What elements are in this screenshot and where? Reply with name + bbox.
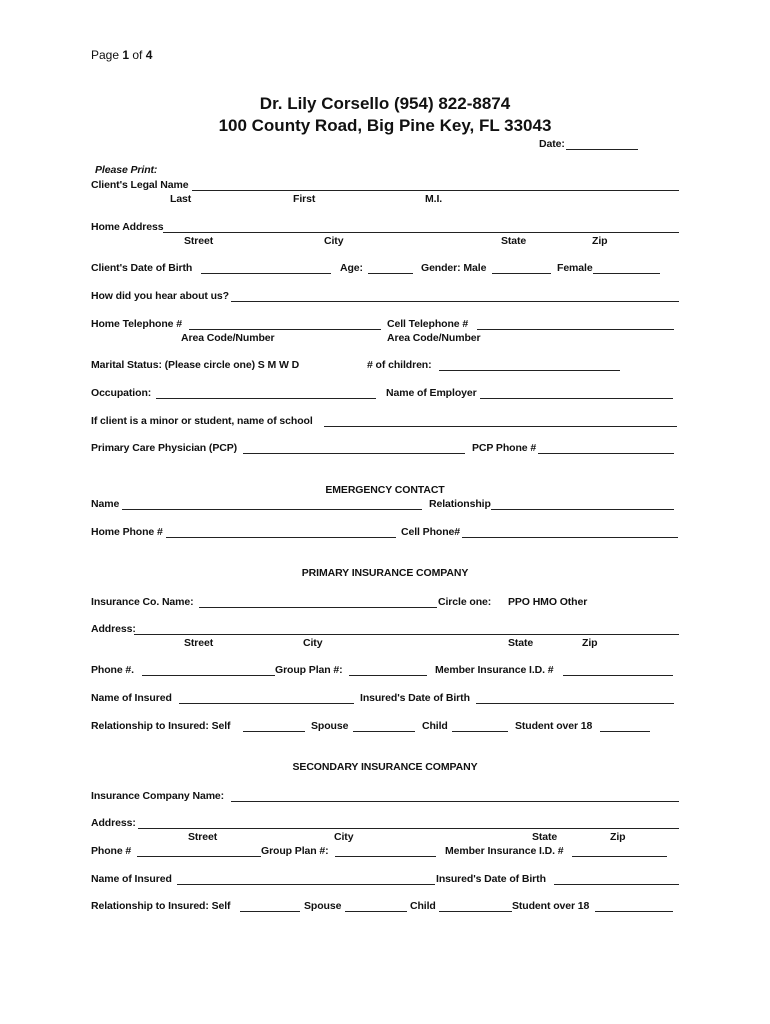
page-indicator: Page 1 of 4 bbox=[91, 48, 153, 62]
primary-co-name-field[interactable] bbox=[199, 607, 437, 608]
primary-insured-label: Name of Insured bbox=[91, 692, 172, 704]
mi-sublabel: M.I. bbox=[425, 193, 443, 205]
date-field[interactable] bbox=[566, 149, 638, 150]
primary-group-label: Group Plan #: bbox=[275, 664, 343, 676]
cell-telephone-field[interactable] bbox=[477, 329, 674, 330]
female-field[interactable] bbox=[593, 273, 660, 274]
primary-insurance-heading: PRIMARY INSURANCE COMPANY bbox=[301, 567, 469, 579]
date-label: Date: bbox=[539, 138, 565, 150]
primary-phone-field[interactable] bbox=[142, 675, 275, 676]
emergency-name-field[interactable] bbox=[122, 509, 422, 510]
secondary-address-label: Address: bbox=[91, 817, 136, 829]
gender-male-label: Gender: Male bbox=[421, 262, 487, 274]
primary-address-label: Address: bbox=[91, 623, 136, 635]
age-label: Age: bbox=[340, 262, 363, 274]
secondary-spouse-label: Spouse bbox=[304, 900, 342, 912]
secondary-insurance-heading: SECONDARY INSURANCE COMPANY bbox=[292, 761, 478, 773]
secondary-child-field[interactable] bbox=[439, 911, 512, 912]
pcp-phone-field[interactable] bbox=[538, 453, 674, 454]
secondary-relationship-label: Relationship to Insured: Self bbox=[91, 900, 231, 912]
primary-zip-sublabel: Zip bbox=[582, 637, 598, 649]
primary-state-sublabel: State bbox=[508, 637, 534, 649]
age-field[interactable] bbox=[368, 273, 413, 274]
emergency-relationship-label: Relationship bbox=[429, 498, 491, 510]
secondary-insured-dob-field[interactable] bbox=[554, 884, 679, 885]
cell-telephone-label: Cell Telephone # bbox=[387, 318, 469, 330]
emergency-home-phone-field[interactable] bbox=[166, 537, 396, 538]
primary-child-field[interactable] bbox=[452, 731, 508, 732]
pcp-field[interactable] bbox=[243, 453, 465, 454]
primary-insured-dob-label: Insured's Date of Birth bbox=[360, 692, 470, 704]
home-telephone-field[interactable] bbox=[189, 329, 381, 330]
secondary-self-field[interactable] bbox=[240, 911, 300, 912]
pcp-phone-label: PCP Phone # bbox=[472, 442, 537, 454]
primary-relationship-label: Relationship to Insured: Self bbox=[91, 720, 231, 732]
primary-spouse-label: Spouse bbox=[311, 720, 349, 732]
pcp-label: Primary Care Physician (PCP) bbox=[91, 442, 238, 454]
children-field[interactable] bbox=[439, 370, 620, 371]
secondary-city-sublabel: City bbox=[334, 831, 354, 843]
male-field[interactable] bbox=[492, 273, 551, 274]
children-label: # of children: bbox=[367, 359, 432, 371]
primary-city-sublabel: City bbox=[303, 637, 323, 649]
school-label: If client is a minor or student, name of school bbox=[91, 415, 313, 427]
secondary-student-label: Student over 18 bbox=[512, 900, 590, 912]
occupation-label: Occupation: bbox=[91, 387, 152, 399]
emergency-relationship-field[interactable] bbox=[491, 509, 674, 510]
employer-field[interactable] bbox=[480, 398, 673, 399]
primary-group-field[interactable] bbox=[349, 675, 427, 676]
secondary-co-name-label: Insurance Company Name: bbox=[91, 790, 225, 802]
legal-name-label: Client's Legal Name bbox=[91, 179, 189, 191]
occupation-field[interactable] bbox=[156, 398, 376, 399]
zip-sublabel: Zip bbox=[592, 235, 608, 247]
primary-student-label: Student over 18 bbox=[515, 720, 593, 732]
practice-address: 100 County Road, Big Pine Key, FL 33043 bbox=[218, 116, 552, 135]
primary-address-field[interactable] bbox=[134, 634, 679, 635]
primary-member-id-field[interactable] bbox=[563, 675, 673, 676]
secondary-group-field[interactable] bbox=[335, 856, 436, 857]
secondary-member-id-field[interactable] bbox=[572, 856, 667, 857]
home-area-code-sublabel: Area Code/Number bbox=[181, 332, 275, 344]
secondary-street-sublabel: Street bbox=[188, 831, 218, 843]
legal-name-field[interactable] bbox=[192, 190, 679, 191]
secondary-address-field[interactable] bbox=[138, 828, 679, 829]
secondary-phone-label: Phone # bbox=[91, 845, 132, 857]
secondary-phone-field[interactable] bbox=[137, 856, 261, 857]
cell-area-code-sublabel: Area Code/Number bbox=[387, 332, 481, 344]
primary-child-label: Child bbox=[422, 720, 448, 732]
secondary-spouse-field[interactable] bbox=[345, 911, 407, 912]
primary-co-name-label: Insurance Co. Name: bbox=[91, 596, 194, 608]
city-sublabel: City bbox=[324, 235, 344, 247]
primary-insured-dob-field[interactable] bbox=[476, 703, 674, 704]
last-sublabel: Last bbox=[170, 193, 192, 205]
doctor-name-phone: Dr. Lily Corsello (954) 822-8874 bbox=[259, 94, 511, 113]
primary-circle-label: Circle one: bbox=[438, 596, 492, 608]
home-telephone-label: Home Telephone # bbox=[91, 318, 182, 330]
street-sublabel: Street bbox=[184, 235, 214, 247]
primary-student-field[interactable] bbox=[600, 731, 650, 732]
secondary-member-id-label: Member Insurance I.D. # bbox=[445, 845, 564, 857]
secondary-student-field[interactable] bbox=[595, 911, 673, 912]
secondary-group-label: Group Plan #: bbox=[261, 845, 329, 857]
emergency-cell-phone-field[interactable] bbox=[462, 537, 678, 538]
emergency-home-phone-label: Home Phone # bbox=[91, 526, 163, 538]
emergency-contact-heading: EMERGENCY CONTACT bbox=[325, 484, 445, 496]
female-label: Female bbox=[557, 262, 593, 274]
first-sublabel: First bbox=[293, 193, 316, 205]
marital-status-label: Marital Status: (Please circle one) S M W D bbox=[91, 359, 300, 371]
secondary-insured-dob-label: Insured's Date of Birth bbox=[436, 873, 546, 885]
secondary-insured-field[interactable] bbox=[177, 884, 435, 885]
employer-label: Name of Employer bbox=[386, 387, 477, 399]
dob-label: Client's Date of Birth bbox=[91, 262, 193, 274]
secondary-child-label: Child bbox=[410, 900, 436, 912]
state-sublabel: State bbox=[501, 235, 527, 247]
dob-field[interactable] bbox=[201, 273, 331, 274]
secondary-co-name-field[interactable] bbox=[231, 801, 679, 802]
primary-phone-label: Phone #. bbox=[91, 664, 134, 676]
home-address-label: Home Address bbox=[91, 221, 164, 233]
home-address-field[interactable] bbox=[163, 232, 679, 233]
secondary-zip-sublabel: Zip bbox=[610, 831, 626, 843]
primary-plan-options: PPO HMO Other bbox=[508, 596, 588, 608]
secondary-insured-label: Name of Insured bbox=[91, 873, 172, 885]
emergency-cell-phone-label: Cell Phone# bbox=[401, 526, 460, 538]
secondary-state-sublabel: State bbox=[532, 831, 558, 843]
referral-label: How did you hear about us? bbox=[91, 290, 229, 302]
emergency-name-label: Name bbox=[91, 498, 120, 510]
primary-insured-field[interactable] bbox=[179, 703, 354, 704]
school-field[interactable] bbox=[324, 426, 677, 427]
referral-field[interactable] bbox=[231, 301, 679, 302]
please-print-label: Please Print: bbox=[95, 164, 158, 176]
primary-street-sublabel: Street bbox=[184, 637, 214, 649]
primary-member-id-label: Member Insurance I.D. # bbox=[435, 664, 554, 676]
primary-self-field[interactable] bbox=[243, 731, 305, 732]
primary-spouse-field[interactable] bbox=[353, 731, 415, 732]
